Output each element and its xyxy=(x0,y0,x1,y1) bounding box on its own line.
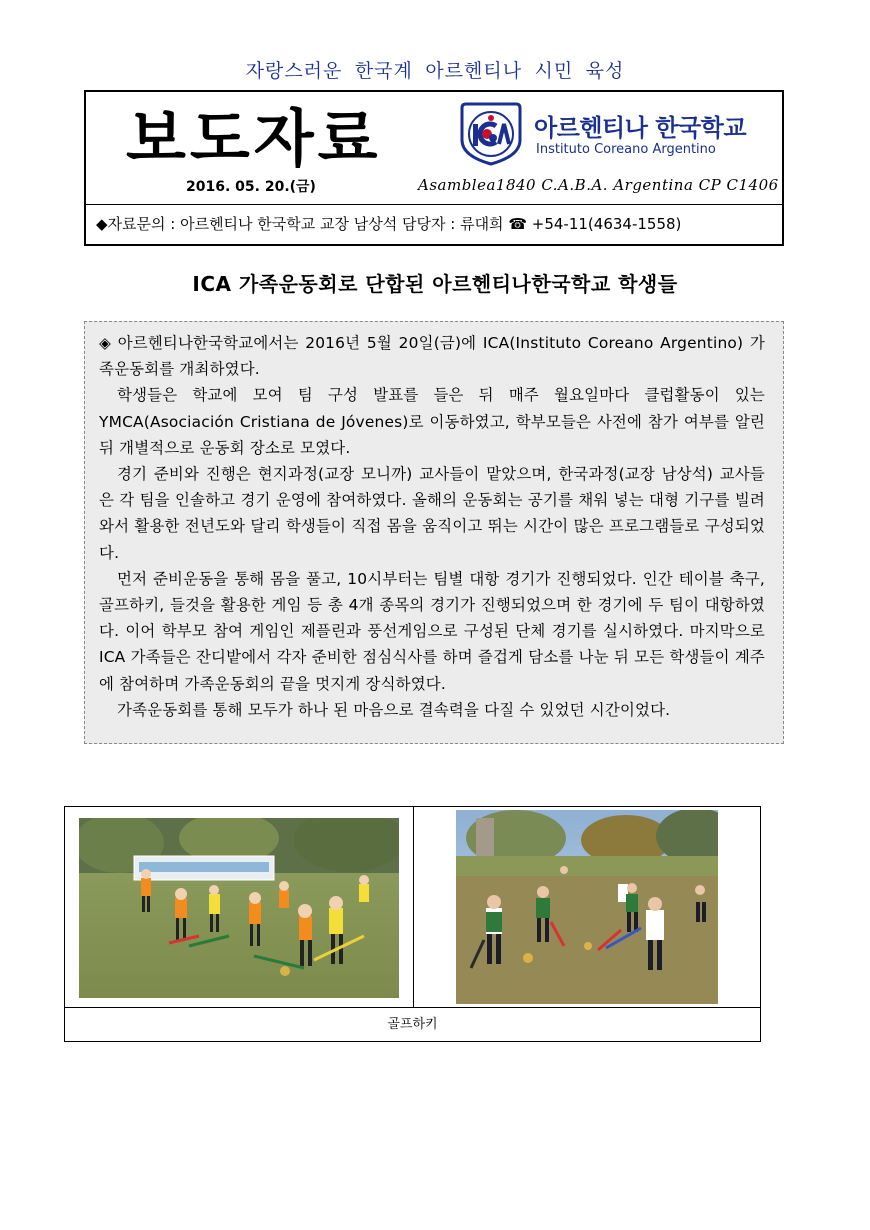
header-top xyxy=(86,92,782,204)
slogan: 자랑스러운 한국계 아르헨티나 시민 육성 xyxy=(245,60,625,82)
article-body xyxy=(84,321,784,744)
school-logo xyxy=(458,100,524,166)
golf-hockey-photo-1 xyxy=(79,818,399,998)
header-divider xyxy=(86,204,782,205)
photo-cell-right xyxy=(414,807,760,1007)
golf-hockey-photo-2 xyxy=(456,810,718,1004)
contact-info: ◆자료문의 : 아르헨티나 한국학교 교장 남상석 담당자 : 류대희 ☎ +54-11(4634-1558) xyxy=(96,215,682,233)
school-name-spanish: Instituto Coreano Argentino xyxy=(536,142,716,157)
photo-table xyxy=(64,806,761,1042)
article-paragraph: ◈ 아르헨티나한국학교에서는 2016년 5월 20일(금)에 ICA(Instituto Coreano Argentino) 가족운동회를 개최하였다. xyxy=(99,334,765,379)
press-release-header xyxy=(84,90,784,246)
page-title: 보도자료 xyxy=(126,102,382,175)
school-address: Asamblea1840 C.A.B.A. Argentina CP C1406 xyxy=(418,176,779,194)
article-paragraph: 먼저 준비운동을 통해 몸을 풀고, 10시부터는 팀별 대항 경기가 진행되었다. 인간 테이블 축구, 골프하키, 들것을 활용한 게임 등 총 4개 종목의 경기가 진행되었으며 한 경기에 두 팀이 대항하였다. 이어 학부모 참여 게임인 제플린과 풍선게임으로 구성된 단체 경기를 실시하였다. 마지막으로 ICA 가족들은 잔디밭에서 각자 준비한 점심식사를 하며 즐겁게 담소를 나눈 뒤 모든 학생들이 계주에 참여하며 가족운동회의 끝을 멋지게 장식하였다. xyxy=(99,569,765,693)
photo-caption: 골프하키 xyxy=(65,1007,760,1041)
article-paragraph: 가족운동회를 통해 모두가 하나 된 마음으로 결속력을 다질 수 있었던 시간이었다. xyxy=(117,700,671,719)
article-headline: ICA 가족운동회로 단합된 아르헨티나한국학교 학생들 xyxy=(192,272,678,296)
release-date: 2016. 05. 20.(금) xyxy=(186,179,316,195)
article-paragraph: 경기 준비와 진행은 현지과정(교장 모니까) 교사들이 맡았으며, 한국과정(교장 남상석) 교사들은 각 팀을 인솔하고 경기 운영에 참여하였다. 올해의 운동회는 공기를 채워 넣는 대형 기구를 빌려와서 활용한 전년도와 달리 학생들이 직접 몸을 움직이고 뛰는 시간이 많은 프로그램들로 구성되었다. xyxy=(99,465,765,562)
article-paragraph: 학생들은 학교에 모여 팀 구성 발표를 들은 뒤 매주 월요일마다 클럽활동이 있는 YMCA(Asociación Cristiana de Jóvenes)로 이동하였고, 학부모들은 사전에 참가 여부를 알린 뒤 개별적으로 운동회 장소로 모였다. xyxy=(99,386,765,457)
school-name-korean: 아르헨티나 한국학교 xyxy=(534,114,747,142)
photo-cell-left xyxy=(65,807,414,1007)
